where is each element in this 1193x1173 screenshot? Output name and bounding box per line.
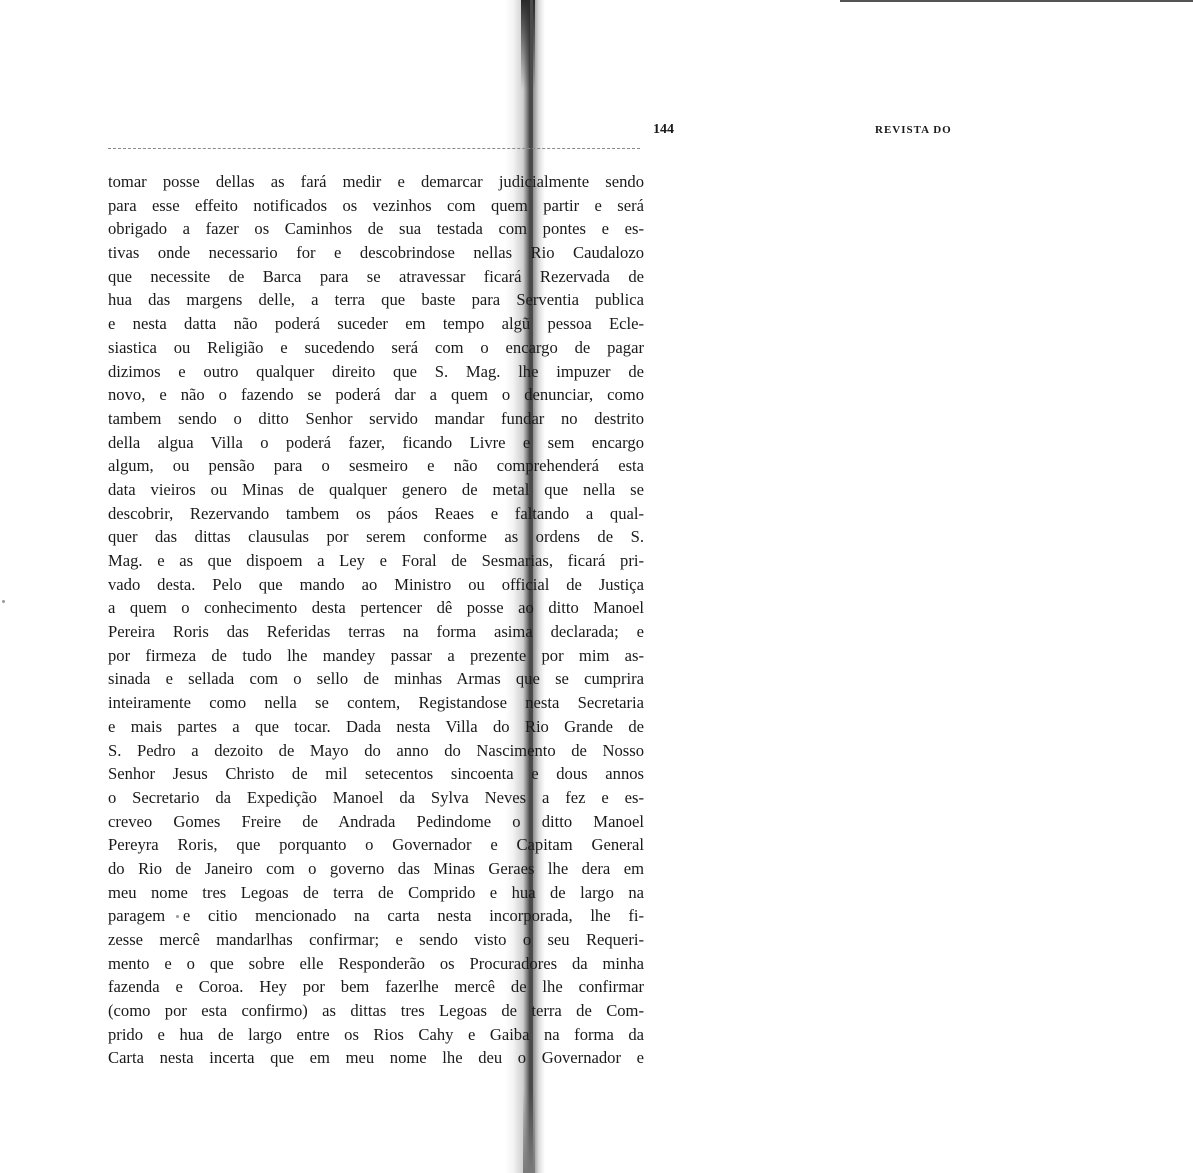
text-line: para esse effeito notificados os vezinhos com quem partir e será xyxy=(108,195,644,215)
text-line: a quem o conhecimento desta pertencer dê posse ao ditto Manoel xyxy=(108,598,644,618)
paper-speck xyxy=(2,600,5,603)
text-line: paragem e citio mencionado na carta nesta incorporada, lhe fi- xyxy=(108,906,644,926)
text-line: tambem sendo o ditto Senhor servido mandar fundar no destrito xyxy=(108,408,644,428)
text-line: data vieiros ou Minas de qualquer genero de metal que nella se xyxy=(108,479,644,499)
text-line: vado desta. Pelo que mando ao Ministro ou official de Justiça xyxy=(108,574,644,594)
text-line: o Secretario da Expedição Manoel da Sylva Neves a fez e es- xyxy=(108,787,644,807)
text-line: Senhor Jesus Christo de mil setecentos sincoenta e dous annos xyxy=(108,764,644,784)
text-line: inteiramente como nella se contem, Registandose nesta Secretaria xyxy=(108,693,644,713)
text-line: S. Pedro a dezoito de Mayo do anno do Nascimento de Nosso xyxy=(108,740,644,760)
text-line: do Rio de Janeiro com o governo das Minas Geraes lhe dera em xyxy=(108,858,644,878)
text-line: sinada e sellada com o sello de minhas Armas que se cumprira xyxy=(108,669,644,689)
text-line: prido e hua de largo entre os Rios Cahy e Gaiba na forma da xyxy=(108,1024,644,1044)
running-title: REVISTA DO xyxy=(875,124,952,136)
page-number: 144 xyxy=(653,122,674,137)
text-line: Pereyra Roris, que porquanto o Governador e Capitam General xyxy=(108,835,644,855)
text-line: descobrir, Rezervando tambem os páos Reaes e faltando a qual- xyxy=(108,503,644,523)
text-line: e mais partes a que tocar. Dada nesta Villa do Rio Grande de xyxy=(108,716,644,736)
text-line: zesse mercê mandarlhas confirmar; e sendo visto o seu Requeri- xyxy=(108,930,644,949)
text-line: della algua Villa o poderá fazer, ficando Livre e sem encargo xyxy=(108,432,644,452)
text-line: dizimos e outro qualquer direito que S. Mag. lhe impuzer de xyxy=(108,361,644,381)
text-line: creveo Gomes Freire de Andrada Pedindome o ditto Manoel xyxy=(108,811,644,831)
text-line: Mag. e as que dispoem a Ley e Foral de Sesmarias, ficará pri- xyxy=(108,551,644,570)
text-line: Carta nesta incerta que em meu nome lhe deu o Governador e xyxy=(108,1048,644,1068)
running-head xyxy=(653,118,1193,144)
text-line: hua das margens delle, a terra que baste para Serventia publica xyxy=(108,290,644,310)
text-line: algum, ou pensão para o sesmeiro e não comprehenderá esta xyxy=(108,456,644,476)
text-line: tomar posse dellas as fará medir e demarcar judicialmente sendo xyxy=(108,172,644,191)
text-line: siastica ou Religião e sucedendo será com o encargo de pagar xyxy=(108,337,644,357)
text-line: tivas onde necessario for e descobrindose nellas Rio Caudalozo xyxy=(108,243,644,263)
text-line: por firmeza de tudo lhe mandey passar a prezente por mim as- xyxy=(108,645,644,665)
text-line: Pereira Roris das Referidas terras na forma asima declarada; e xyxy=(108,622,644,642)
text-line: fazenda e Coroa. Hey por bem fazerlhe mercê de lhe confirmar xyxy=(108,977,644,997)
text-line: meu nome tres Legoas de terra de Comprido e hua de largo na xyxy=(108,882,644,902)
header-rule xyxy=(108,148,640,149)
gutter-shadow-bottom xyxy=(523,1090,535,1173)
text-line: mento e o que sobre elle Responderão os Procuradores da minha xyxy=(108,953,644,973)
text-line: quer das dittas clausulas por serem conforme as ordens de S. xyxy=(108,527,644,547)
body-text xyxy=(108,170,644,1070)
text-line: e nesta datta não poderá suceder em tempo algũ pessoa Ecle- xyxy=(108,314,644,334)
text-line: (como por esta confirmo) as dittas tres Legoas de terra de Com- xyxy=(108,1001,644,1021)
text-line: obrigado a fazer os Caminhos de sua testada com pontes e es- xyxy=(108,219,644,239)
text-line: que necessite de Barca para se atravessar ficará Rezervada de xyxy=(108,266,644,286)
text-line: novo, e não o fazendo se poderá dar a quem o denunciar, como xyxy=(108,385,644,405)
